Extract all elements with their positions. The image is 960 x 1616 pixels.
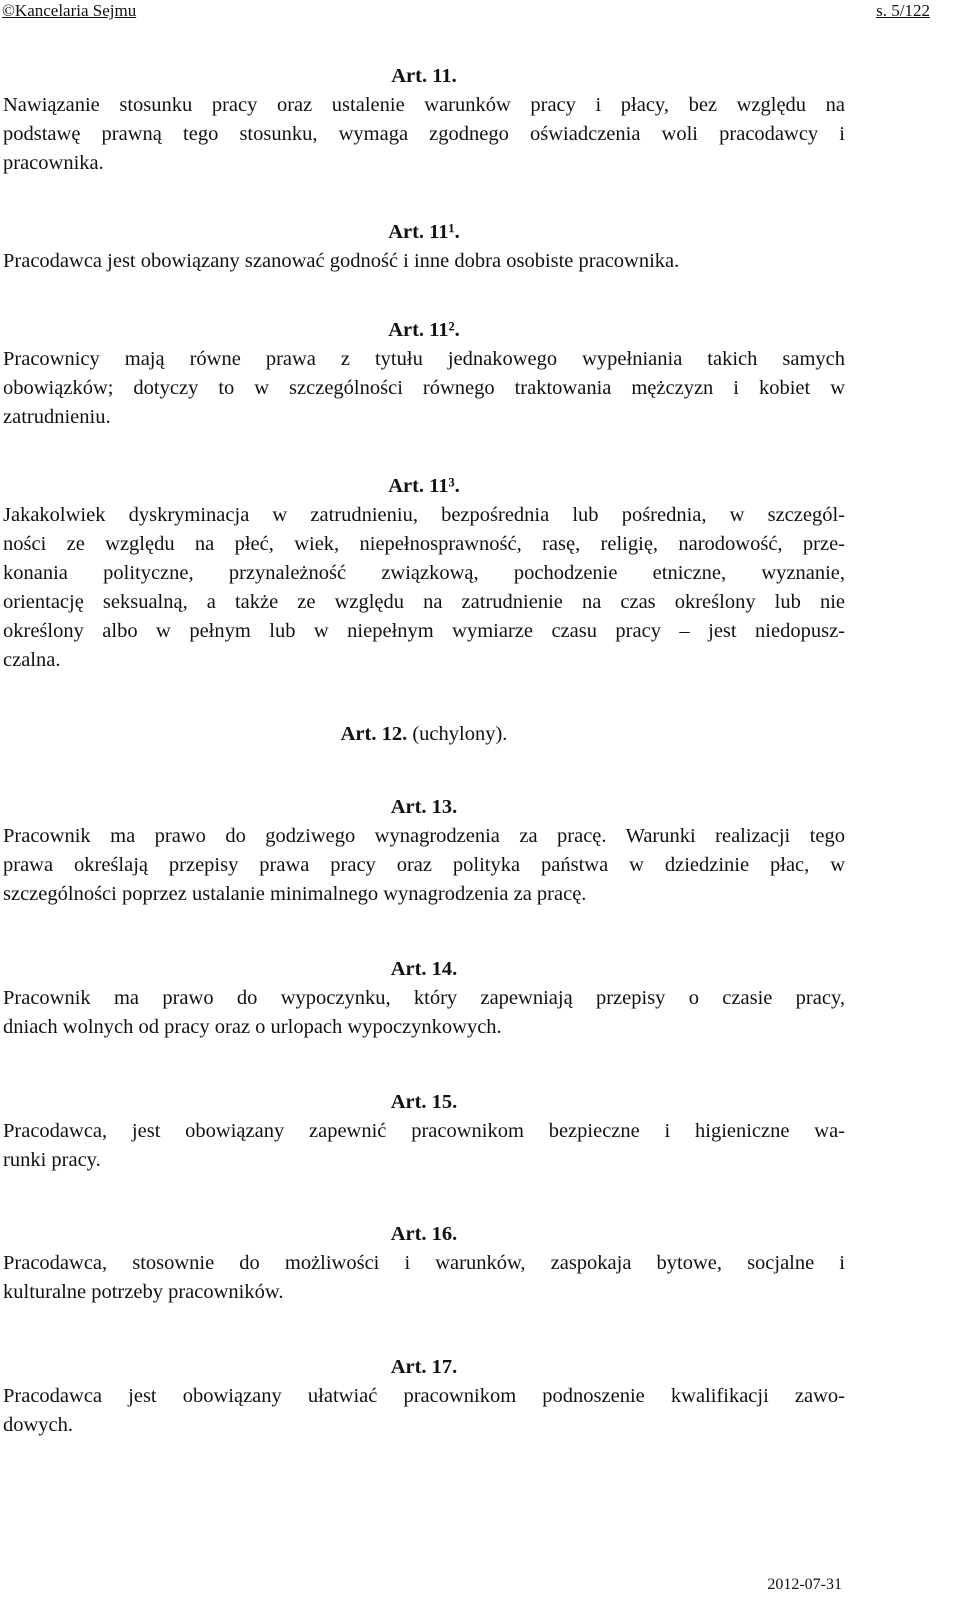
text-line: pracownika.	[3, 152, 104, 174]
article-title: Art. 16.	[390, 1223, 458, 1245]
article-12	[3, 720, 845, 749]
document-body	[3, 62, 845, 1440]
page-header	[2, 0, 930, 22]
text-line: dniach wolnych od pracy oraz o urlopach wypoczynkowych.	[3, 1016, 502, 1038]
article-text	[3, 501, 845, 675]
article-title: Art. 11.	[391, 65, 457, 87]
article-title: Art. 13.	[390, 796, 458, 818]
text-line: ności ze względu na płeć, wiek, niepełnosprawność, rasę, religię, narodowość, prze-	[3, 533, 845, 555]
text-line: Pracodawca, stosownie do możliwości i warunków, zaspokaja bytowe, socjalne i	[3, 1252, 845, 1274]
article-11-3	[3, 472, 845, 675]
text-line: runki pracy.	[3, 1149, 101, 1171]
article-15	[3, 1088, 845, 1175]
text-line: dowych.	[3, 1414, 74, 1436]
article-title: Art. 11³.	[388, 475, 460, 497]
article-text	[3, 822, 845, 909]
text-line: konania polityczne, przynależność związkową, pochodzenie etniczne, wyznanie,	[3, 562, 845, 584]
text-line: obowiązków; dotyczy to w szczególności równego traktowania mężczyzn i kobiet w	[3, 377, 845, 399]
article-text	[3, 984, 845, 1042]
text-line: zatrudnieniu.	[3, 406, 111, 428]
header-page-number: s. 5/122	[876, 1, 930, 20]
article-title: Art. 11².	[388, 319, 460, 341]
article-text	[3, 91, 845, 178]
article-title: Art. 17.	[390, 1356, 458, 1378]
article-title: Art. 11¹.	[388, 221, 460, 243]
article-16	[3, 1220, 845, 1307]
article-13	[3, 793, 845, 909]
text-line: Pracodawca, jest obowiązany zapewnić pracownikom bezpieczne i higieniczne wa-	[3, 1120, 845, 1142]
text-line: Pracodawca jest obowiązany ułatwiać pracownikom podnoszenie kwalifikacji zawo-	[3, 1385, 845, 1407]
article-title: Art. 14.	[390, 958, 458, 980]
article-11-2	[3, 316, 845, 432]
text-line: prawa określają przepisy prawa pracy oraz polityka państwa w dziedzinie płac, w	[3, 854, 845, 876]
text-line: podstawę prawną tego stosunku, wymaga zgodnego oświadczenia woli pracodawcy i	[3, 123, 845, 145]
article-status: (uchylony).	[407, 723, 508, 745]
text-line: określony albo w pełnym lub w niepełnym wymiarze czasu pracy – jest niedopusz-	[3, 620, 845, 642]
text-line: Pracownik ma prawo do wypoczynku, który zapewniają przepisy o czasie pracy,	[3, 987, 845, 1009]
article-text	[3, 1249, 845, 1307]
article-title: Art. 15.	[390, 1091, 458, 1113]
text-line: Jakakolwiek dyskryminacja w zatrudnieniu, bezpośrednia lub pośrednia, w szczegól-	[3, 504, 845, 526]
text-line: czalna.	[3, 649, 61, 671]
article-text	[3, 247, 845, 276]
article-17	[3, 1353, 845, 1440]
text-line: orientację seksualną, a także ze względu na zatrudnienie na czas określony lub nie	[3, 591, 845, 613]
article-11	[3, 62, 845, 178]
text-line: Pracownicy mają równe prawa z tytułu jednakowego wypełniania takich samych	[3, 348, 845, 370]
article-text	[3, 1117, 845, 1175]
article-11-1	[3, 218, 845, 276]
text-line: szczególności poprzez ustalanie minimalnego wynagrodzenia za pracę.	[3, 883, 587, 905]
text-line: Pracownik ma prawo do godziwego wynagrodzenia za pracę. Warunki realizacji tego	[3, 825, 845, 847]
article-title: Art. 12. (uchylony).	[340, 723, 508, 745]
text-line: kulturalne potrzeby pracowników.	[3, 1281, 284, 1303]
article-text	[3, 1382, 845, 1440]
text-line: Pracodawca jest obowiązany szanować godność i inne dobra osobiste pracownika.	[3, 250, 680, 272]
header-publisher: ©Kancelaria Sejmu	[2, 1, 137, 20]
document-date: 2012-07-31	[767, 1576, 842, 1593]
text-line: Nawiązanie stosunku pracy oraz ustalenie warunków pracy i płacy, bez względu na	[3, 94, 845, 116]
article-text	[3, 345, 845, 432]
article-14	[3, 955, 845, 1042]
